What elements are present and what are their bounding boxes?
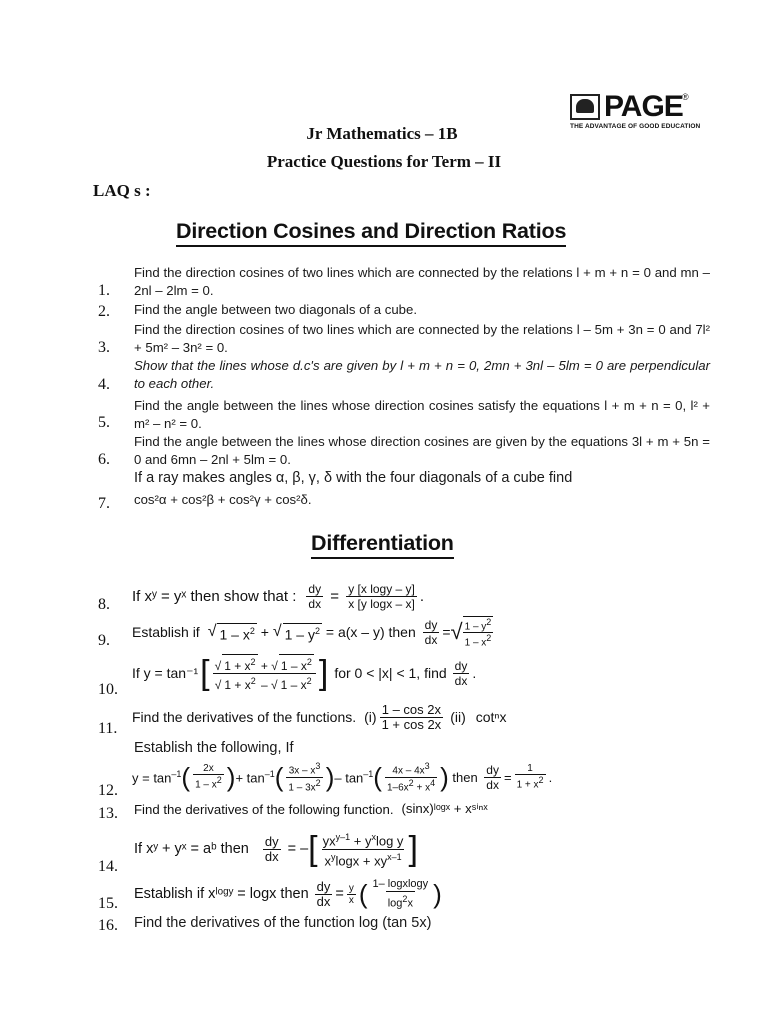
question-expression: cos²α + cos²β + cos²γ + cos²δ. bbox=[134, 492, 312, 507]
math-fraction: $\frac{\text{y [x logy – y]}}{\text{x [y logx – x]}}$ bbox=[348, 581, 415, 611]
laq-label: LAQ s : bbox=[93, 181, 151, 200]
question-13-content bbox=[134, 799, 488, 819]
question-10-content: If y = tan⁻¹ [ $\frac{√ 1 + x^2 + √ 1 - x^2}{√ 1 + x^2 - √ 1 - x^2}$ ] for 0 < |x| < 1, find $\frac{dy}{dx}$ . bbox=[132, 654, 477, 692]
question-text: Find the angle between the lines whose direction cosines are given by the equations 3l + m + 5n = 0 and 6mn – 2nl + 5lm = 0. bbox=[134, 434, 710, 467]
question-text: If xʸ + yˣ = aᵇ then bbox=[134, 841, 249, 857]
question-text: If a ray makes angles α, β, γ, δ with the four diagonals of a cube find bbox=[134, 470, 573, 486]
logo-tagline: THE ADVANTAGE OF GOOD EDUCATION bbox=[570, 123, 701, 130]
section-heading-text: Differentiation bbox=[311, 531, 454, 555]
question-condition: for 0 < |x| < 1, find bbox=[334, 665, 447, 681]
question-text: If xʸ = yˣ then show that : bbox=[132, 587, 297, 605]
question-text: Show that the lines whose d.c's are given by l + m + n = 0, 2mn + 3nl – 5lm = 0 are perpendicular to each other. bbox=[134, 358, 710, 391]
question-number: 14. bbox=[98, 858, 118, 875]
question-number: 16. bbox=[98, 917, 118, 934]
math-fraction: $\frac{dy}{dx}$ bbox=[316, 878, 331, 909]
question-number: 15. bbox=[98, 895, 118, 912]
question-number: 4. bbox=[98, 376, 110, 393]
question-text: Establish if xˡᵒᵍʸ = logx then bbox=[134, 886, 309, 902]
math-expression: (sinx)ˡᵒᵍˣ + xˢⁱⁿˣ bbox=[401, 801, 488, 816]
question-number: 7. bbox=[98, 495, 110, 512]
section-underline bbox=[311, 557, 454, 559]
question-text: If y = tan⁻¹ bbox=[132, 664, 199, 681]
section-underline bbox=[176, 245, 566, 247]
math-fraction: $\frac{dy}{dx}$ bbox=[308, 581, 322, 611]
section-heading-direction-cosines bbox=[176, 219, 566, 247]
question-number: 6. bbox=[98, 451, 110, 468]
question-number: 11. bbox=[98, 720, 118, 737]
question-text: Find the angle between two diagonals of a cube. bbox=[134, 302, 417, 317]
question-text: Find the derivatives of the function log (tan 5x) bbox=[134, 915, 432, 931]
question-number: 1. bbox=[98, 282, 110, 299]
math-fraction: $\frac{yx^{y-1} + y^x\log y}{x^y\log x + xy^{x-1}}$ bbox=[322, 832, 404, 868]
question-12-formula: $y = \tan^{-1}$ ( $\frac{2x}{1 - x^2}$ ) + $\tan^{-1}$ ( $\frac{3x - x^3}{1 - 3x^2}$ ) – $\tan^{-1}$ ( $\frac{4x - 4x^3}{1-6x^2 + x^4}$ ) then $\frac{dy}{dx}$ = $\frac{1}{1 + x^2}$ . bbox=[132, 761, 553, 793]
part-label: (ii) bbox=[450, 709, 466, 725]
question-text: Find the direction cosines of two lines which are connected by the relations l – 5m + 3n = 0 and 7l² + 5m² – 3n² = 0. bbox=[134, 322, 710, 355]
math-fraction: $\frac{dy}{dx}$ bbox=[264, 833, 279, 864]
section-heading-text: Direction Cosines and Direction Ratios bbox=[176, 219, 567, 243]
question-number: 2. bbox=[98, 303, 110, 320]
math-fraction: $\frac{√ 1 + x^2 + √ 1 - x^2}{√ 1 + x^2 - √ 1 - x^2}$ bbox=[213, 654, 316, 692]
document-subtitle: Practice Questions for Term – II bbox=[266, 152, 502, 171]
question-number: 10. bbox=[98, 681, 118, 698]
question-text: Establish if bbox=[132, 624, 200, 640]
section-heading-differentiation bbox=[311, 531, 454, 559]
question-14-content: If xʸ + yˣ = aᵇ then $\frac{dy}{dx}$ = – [ $\frac{yx^{y-1} + y^x\log y}{x^y\log x + xy^{x-1}}$ ] bbox=[134, 830, 418, 868]
question-number: 3. bbox=[98, 339, 110, 356]
document-title: Jr Mathematics – 1B bbox=[306, 124, 458, 143]
question-number: 9. bbox=[98, 632, 110, 649]
question-15-content: Establish if xˡᵒᵍʸ = logx then $\frac{dy}{dx}$ = $\frac{y}{x}$ ( $\frac{\text{1– logxlogy}}{\log^2x}$ ) bbox=[134, 878, 442, 910]
math-fraction: $\frac{1 - y^2}{1 - x^2}$ bbox=[464, 616, 492, 649]
math-fraction: $\frac{dy}{dx}$ bbox=[424, 617, 438, 647]
question-8-content: If xʸ = yˣ then show that : $\frac{dy}{dx}$ = $\frac{\text{y [x logy – y]}}{\text{x [y logx – x]}}$ . bbox=[132, 581, 425, 611]
math-fraction: $\frac{\text{1– logxlogy}}{\log^2x}$ bbox=[372, 878, 429, 910]
math-fraction: $\frac{3x - x^3}{1 - 3x^2}$ bbox=[288, 761, 321, 793]
math-fraction: $\frac{y}{x}$ bbox=[348, 882, 354, 906]
page-logo-icon bbox=[570, 94, 600, 120]
math-fraction: $\frac{dy}{dx}$ bbox=[454, 658, 468, 688]
question-text: Find the derivatives of the following function. bbox=[134, 801, 394, 817]
part-label: (i) bbox=[364, 709, 377, 725]
math-fraction: $\frac{dy}{dx}$ bbox=[486, 762, 499, 792]
question-text: Establish the following, If bbox=[134, 740, 294, 756]
math-fraction: $\frac{2x}{1 - x^2}$ bbox=[195, 763, 222, 791]
question-number: 8. bbox=[98, 596, 110, 613]
question-number: 13. bbox=[98, 805, 118, 822]
question-text: Find the direction cosines of two lines which are connected by the relations l + m + n = 0 and mn – 2nl – 2lm = 0. bbox=[134, 265, 710, 298]
question-text: Find the angle between the lines whose direction cosines satisfy the equations l + m + n = 0, l² + m² – n² = 0. bbox=[134, 398, 710, 431]
math-fraction: $\frac{4x - 4x^3}{1-6x^2 + x^4}$ bbox=[386, 761, 436, 793]
question-number: 5. bbox=[98, 414, 110, 431]
question-text: Find the derivatives of the functions. bbox=[132, 709, 357, 725]
math-expression: cotⁿx bbox=[475, 709, 507, 725]
math-fraction: $\frac{1}{1 + x^2}$ bbox=[516, 763, 544, 791]
logo-registered-mark: ® bbox=[682, 92, 689, 102]
question-11-content bbox=[132, 697, 507, 737]
logo-word: PAGE bbox=[604, 90, 683, 123]
question-9-content: Establish if √ $1 - x^2$ + √ $1 - y^2$ = a(x – y) then $\frac{dy}{dx}$ = √ $\frac{1 - y^2}{1 - x^2}$ bbox=[132, 616, 492, 649]
math-fraction: $\frac{1 - \cos 2x}{1 + \cos 2x}$ bbox=[381, 701, 442, 732]
question-number: 12. bbox=[98, 782, 118, 799]
